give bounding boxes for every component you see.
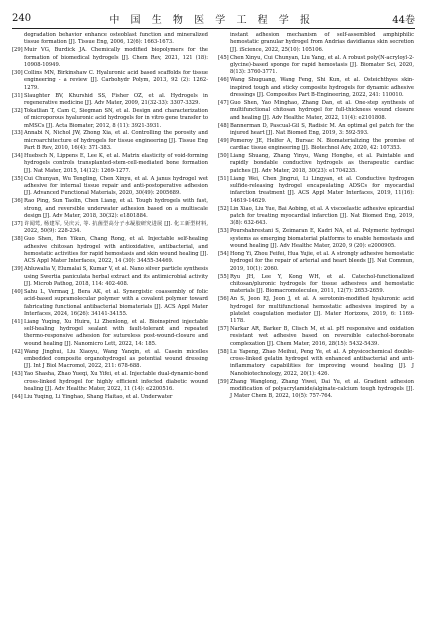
reference-number: [37] xyxy=(12,220,23,227)
reference-text: Bannerman D, Pascual-Gil S, Radisic M. An optimal gel patch for the injured heart [J]. Nat Biomed Eng, 2019, 3: 592-593. xyxy=(230,122,414,136)
reference-number: [56] xyxy=(218,296,229,303)
reference-text: Collins MN, Birkinshaw C. Hyaluronic acid based scaffolds for tissue engineering - a review [J]. Carbohydr Polym, 2013, 92 (2): 1262-1279. xyxy=(24,69,208,91)
reference-entry xyxy=(218,251,414,273)
reference-number: [32] xyxy=(12,107,23,114)
reference-entry xyxy=(218,100,414,122)
reference-text: Yao Shasha, Zhao Yueqi, Xu Yifei, et al. Injectable dual-dynamic-bond cross-linked hydrogel for highly efficient infected diabetic wound healing [J]. Adv Healthc Mater, 2022, 11 (14): e2200516. xyxy=(24,371,208,393)
reference-text: Pomeroy JE, Helfer A, Bursac N. Biomaterializing the promise of cardiac tissue engineering [J]. Biotechnol Adv, 2020, 42: 107353. xyxy=(230,137,414,152)
reference-entry xyxy=(218,176,414,205)
references-right-column xyxy=(218,32,414,627)
reference-entry xyxy=(12,349,208,371)
reference-entry xyxy=(12,70,208,92)
reference-number: [40] xyxy=(12,288,23,295)
reference-entry xyxy=(218,55,414,77)
reference-text: Tokatlian T, Cam C, Siegman SN, et al. Design and characterization of microporous hyaluronic acid hydrogels for in vitro gene transfer to mMSCs [J]. Acta Biomater, 2012, 8 (11): 3921-3931. xyxy=(24,107,208,129)
reference-number: [52] xyxy=(218,205,229,212)
reference-number: [43] xyxy=(12,371,23,378)
reference-number: [45] xyxy=(218,54,229,61)
reference-number: [55] xyxy=(218,273,229,280)
reference-text: Annabi N, Nichol JW, Zhong Xia, et al. Controlling the porosity and microarchitecture of hydrogels for tissue engineering [J]. Tissue Eng Part B Rev, 2010, 16(4): 371-383. xyxy=(24,130,208,152)
reference-entry xyxy=(12,198,208,220)
reference-number: [29] xyxy=(12,47,23,54)
reference-text: Lin Xiao, Liu Yue, Bai Aobing, et al. A viscoelastic adhesive epicardial patch for treating myocardial infarction [J]. Nat Biomed Eng, 2019, 3(8): 632-643. xyxy=(230,205,414,227)
reference-text: Wang Jinghui, Liu Xiaoyu, Wang Yanqin, et al. Casein micelles embedded composite organohydrogel as potential wound dressing [J]. Int J Biol Macromol, 2022, 211: 678-688. xyxy=(24,348,208,370)
reference-text: degradation behavior enhance osteoblast function and mineralized tissue formation [J]. Tissue Eng, 2006, 12(6): 1663-1673. xyxy=(24,32,208,46)
reference-number: [46] xyxy=(218,77,229,84)
reference-text: Liang Yuqing, Xu Huiru, Li Zhenlong, et al. Bioinspired injectable self-healing hydrogel sealant with fault-tolerant and repeated thermo-responsive adhesion for sutureless post-wound-closure and wound healing [J]. Nanomicro Lett, 2022, 14: 185. xyxy=(24,318,208,347)
reference-number: [41] xyxy=(12,318,23,325)
reference-entry xyxy=(218,296,414,325)
reference-entry xyxy=(218,228,414,250)
reference-number: [36] xyxy=(12,198,23,205)
reference-entry xyxy=(218,326,414,348)
reference-text: Sahu L, Vermaq J, Bera AK, et al. Synergistic coassembly of folic acid-based supramolecular polymer with a covalent polymer toward fabricating functional antibacterial biomaterials [J]. ACS Appl Mater Interfaces, 2024, 16(26): 34141-34155. xyxy=(24,288,208,317)
reference-number: [35] xyxy=(12,175,23,182)
reference-text: Cui Chunyan, Wu Tengling, Chen Xinyu, et al. A janus hydrogel wet adhesive for internal tissue repair and anti-postoperative adhesion [J]. Advanced Functional Materials, 2020, 30(49): 2005689. xyxy=(24,175,208,197)
reference-text: 许闻莺, 杨建军, 吴庆云, 等. 抗菌型高分子水凝胶研究进展 [J]. 化工新型材料, 2022, 50(9): 228-234. xyxy=(24,220,208,235)
reference-entry xyxy=(218,153,414,175)
reference-entry xyxy=(218,123,414,138)
reference-text: Liang Wei, Chen Jingrui, Li Lingyan, et al. Conductive hydrogen sulfide-releasing hydrogel encapsulating ADSCs for myocardial infarction treatment [J]. ACS Appl Mater Interfaces, 2019, 11(16): 14619-14629. xyxy=(230,175,414,204)
reference-entry xyxy=(218,77,414,99)
journal-title: 中 国 生 物 医 学 工 程 学 报 xyxy=(109,14,314,26)
reference-text: Huebsch N, Lippens E, Lee K, et al. Matrix elasticity of void-forming hydrogels controls transplanted-stem-cell-mediated bone formation [J]. Nat Mater, 2015, 14(12): 1269-1277. xyxy=(24,153,208,174)
reference-text: Ahluwalia V, Elumalai S, Kumar V, et al. Nano silver particle synthesis using Swertia paniculata herbal extract and its antimicrobial activity [J]. Microb Pathog, 2018, 114: 402-408. xyxy=(24,266,208,287)
reference-entry xyxy=(12,394,208,401)
reference-entry xyxy=(218,32,414,54)
reference-entry xyxy=(12,371,208,393)
reference-text: Guo Shen, Ren Yikun, Chang Rong, et al. Injectable self-healing adhesive chitosan hydrogel with antioxidative, antibacterial, and hemostatic activities for rapid hemostasis and skin wound healing [J]. ACS Appl Mater Interfaces, 2022, 14 (30): 34455-34469. xyxy=(24,236,208,265)
reference-number: [31] xyxy=(12,92,23,99)
reference-text: Liu Yuqing, Li Yinghao, Shang Haitao, et al. Underwater xyxy=(24,394,173,400)
reference-number: [48] xyxy=(218,122,229,129)
reference-number: [58] xyxy=(218,348,229,355)
reference-number: [38] xyxy=(12,236,23,243)
reference-number: [39] xyxy=(12,266,23,273)
reference-entry xyxy=(12,319,208,348)
reference-entry xyxy=(12,221,208,236)
reference-text: An S, Jeon EJ, Jeon J, et al. A serotonin-modified hyaluronic acid hydrogel for multifunctional hemostatic adhesives inspired by a platelet coagulation mediator [J]. Mater Horizons, 2019, 6: 1169-1178. xyxy=(230,296,414,325)
reference-entry xyxy=(218,138,414,153)
reference-entry xyxy=(218,206,414,228)
reference-entry xyxy=(12,32,208,47)
reference-number: [33] xyxy=(12,130,23,137)
reference-number: [57] xyxy=(218,326,229,333)
reference-entry xyxy=(218,274,414,296)
reference-text: Narkar AR, Barker B, Clisch M, et al. pH responsive and oxidation resistant wet adhesive based on reversible catechol-boronate complexation [J]. Chem Mater, 2016, 28(15): 5432-5439. xyxy=(230,326,414,347)
reference-entry xyxy=(12,47,208,69)
reference-number: [42] xyxy=(12,348,23,355)
reference-number: [49] xyxy=(218,137,229,144)
reference-number: [54] xyxy=(218,250,229,257)
reference-entry xyxy=(12,289,208,318)
reference-entry xyxy=(218,379,414,401)
reference-number: [34] xyxy=(12,153,23,160)
reference-entry xyxy=(12,153,208,175)
volume-label: 44卷 xyxy=(392,14,415,26)
reference-text: instant adhesion mechanism of self-assembled amphiphilic hemostatic granular hydrogel from Andrias davidianus skin secretion [J]. iScience, 2022, 25(10): 105106. xyxy=(230,32,414,53)
reference-entry xyxy=(12,108,208,130)
references-body xyxy=(12,32,415,627)
reference-entry xyxy=(218,349,414,378)
reference-entry xyxy=(12,176,208,198)
reference-text: Chen Xinyu, Cui Chunyan, Liu Yang, et al. A robust poly(N-acryloyl-2-glycine)-based sponge for rapid hemostasis [J]. Biomater Sci, 2020, 8(13): 3760-3771. xyxy=(230,54,414,76)
reference-number: [44] xyxy=(12,394,23,400)
reference-entry xyxy=(12,93,208,108)
page-header xyxy=(12,8,415,29)
reference-text: Pourshahrestani S, Zeimaran E, Kadri NA, et al. Polymeric hydrogel systems as emerging biomaterial platforms to enable hemostasis and wound healing [J]. Adv Healthc Mater, 2020, 9 (20): e2000905. xyxy=(230,228,414,249)
reference-text: Guo Shen, Yao Minghao, Zhang Dan, et al. One-step synthesis of multifunctional chitosan hydrogel for full-thickness wound closure and healing [J]. Adv Healthc Mater, 2022, 11(4): e2101808. xyxy=(230,99,414,121)
reference-text: Lu Yapeng, Zhao Meihui, Peng Ye, et al. A physicochemical double-cross-linked gelatin hydrogel with enhanced antibacterial and anti-inflammatory capabilities for improving wound healing [J]. J Nanobiotechnology, 2022, 20(1): 426. xyxy=(230,348,414,377)
reference-text: Muir VG, Burdick JA. Chemically modified biopolymers for the formation of biomedical hydrogels [J]. Chem Rev, 2021, 121 (18): 10908-10949. xyxy=(24,47,208,68)
reference-entry xyxy=(12,236,208,265)
references-left-column xyxy=(12,32,208,627)
reference-number: [59] xyxy=(218,378,229,385)
reference-text: Rao Ping, Sun Taolin, Chen Liang, et al. Tough hydrogels with fast, strong, and reversible underwater adhesion based on a multiscale design [J]. Adv Mater, 2018, 30(32): e1801884. xyxy=(24,198,208,219)
reference-text: Hong Yi, Zhou Feifei, Hua Yujie, et al. A strongly adhesive hemostatic hydrogel for the repair of arterial and heart bleeds [J]. Nat Commun, 2019, 10(1): 2060. xyxy=(230,250,414,272)
reference-text: Zhang Wanglong, Zhang Yiwei, Dai Yu, et al. Gradient adhesion modification of polyacrylamide/alginate-calcium tough hydrogels [J]. J Mater Chem B, 2022, 10(5): 757-764. xyxy=(230,378,414,400)
reference-entry xyxy=(12,130,208,152)
reference-number: [30] xyxy=(12,69,23,76)
page-number: 240 xyxy=(12,12,32,24)
reference-number: [51] xyxy=(218,175,229,182)
reference-text: Ryu JH, Lee Y, Kong WH, et al. Catechol-functionalized chitosan/pluronic hydrogels for tissue adhesives and hemostatic materials [J]. Biomacromolecules, 2011, 12(7): 2653-2659. xyxy=(230,273,414,295)
reference-number: [47] xyxy=(218,99,229,106)
reference-number: [53] xyxy=(218,228,229,235)
reference-text: Liang Shuang, Zhang Yinyu, Wang Honghe, et al. Paintable and rapidly bondable conductive hydrogels as therapeutic cardiac patches [J]. Adv Mater, 2018, 30(23): e1704235. xyxy=(230,153,414,174)
reference-text: Slaughter BV, Khurshid SS, Fisher OZ, et al. Hydrogels in regenerative medicine [J]. Adv Mater, 2009, 21(32-33): 3307-3329. xyxy=(24,92,208,106)
reference-number: [50] xyxy=(218,153,229,160)
reference-text: Wang Shuguang, Wang Feng, Shi Kun, et al. Osteichthyes skin-inspired tough and sticky composite hydrogels for dynamic adhesive dressings [J]. Composites Part B-Engineering, 2022, 241: 110010. xyxy=(230,77,414,98)
reference-entry xyxy=(12,266,208,288)
